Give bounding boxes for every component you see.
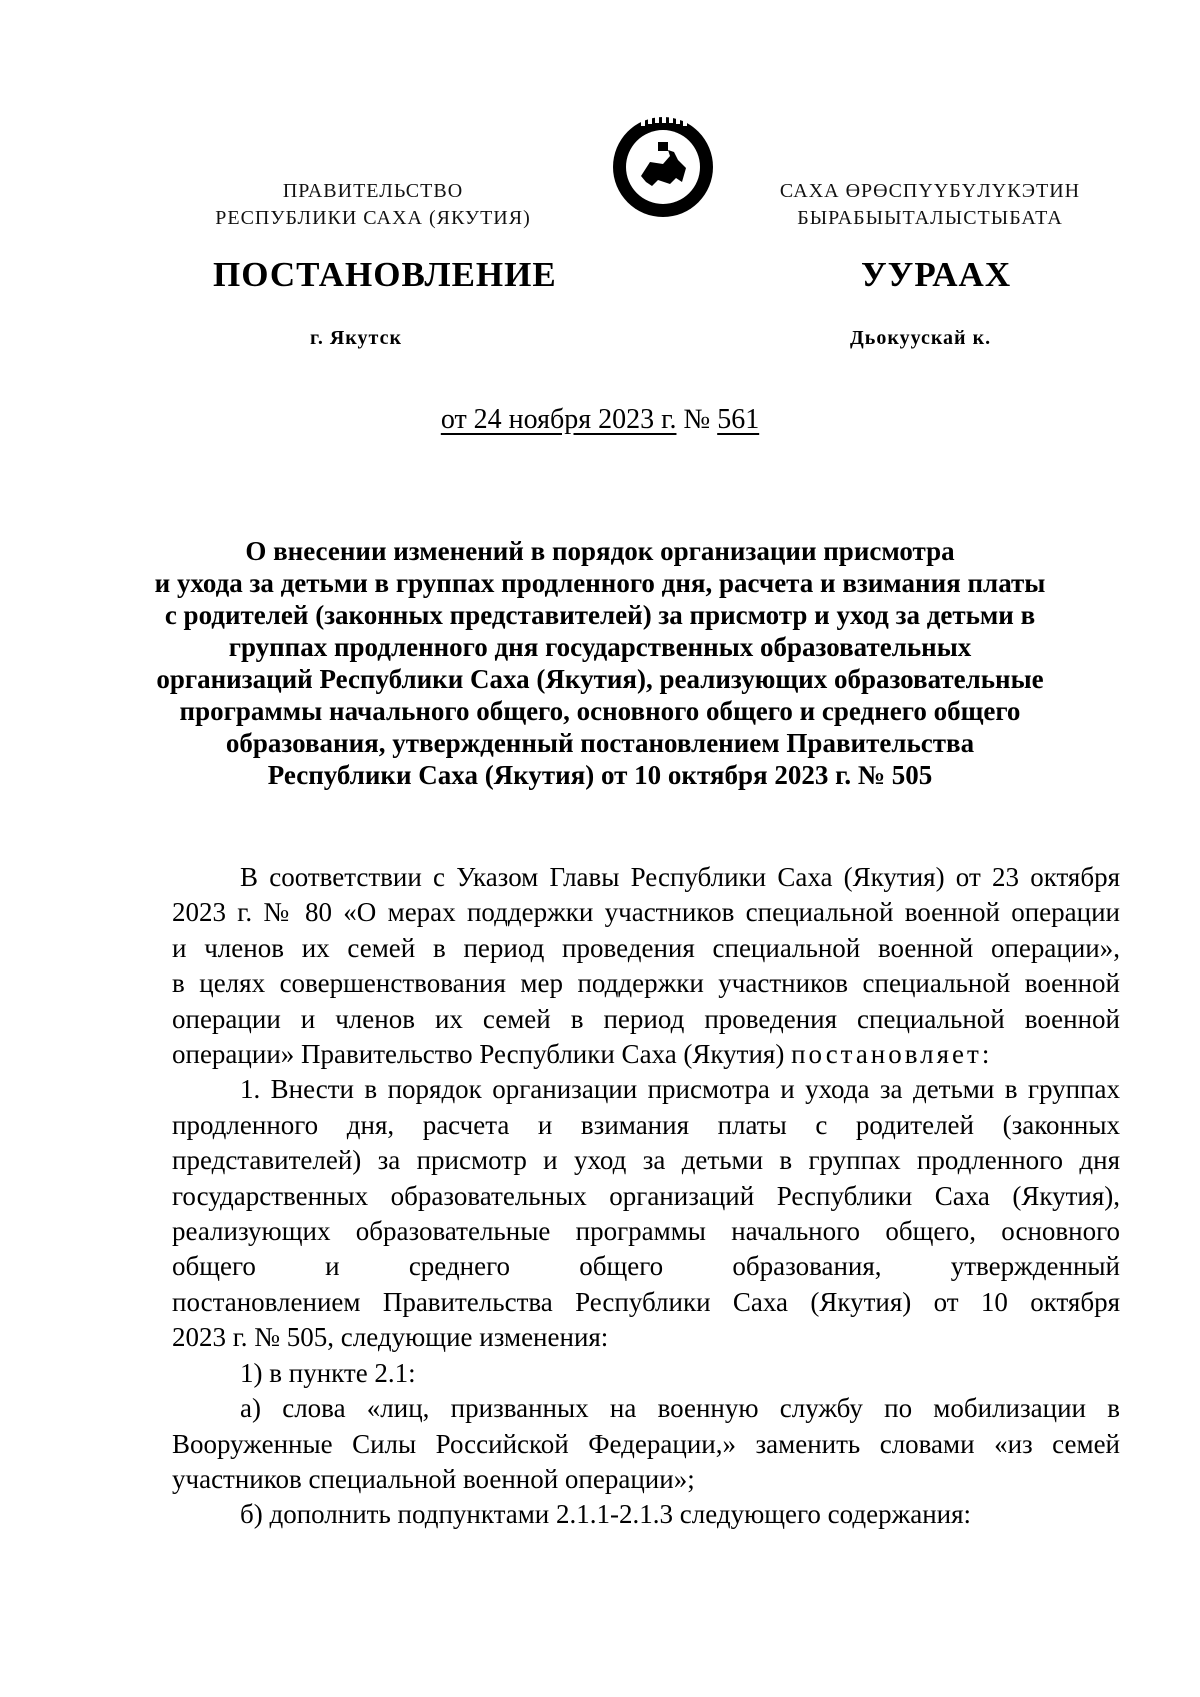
- header-org-ru: [163, 178, 583, 232]
- body-line: операции и членов их семей в период проведения специальной военной: [172, 1003, 1120, 1034]
- document-type-sakha: УУРААХ: [861, 255, 1012, 294]
- header-org-sakha: [720, 178, 1140, 232]
- city-sakha: Дьокуускай к.: [850, 327, 992, 349]
- body-line: 2023 г. № 505, следующие изменения:: [172, 1322, 609, 1353]
- paragraph-subitem-1: [172, 1356, 1120, 1391]
- body-line: В соответствии с Указом Главы Республики Саха (Якутия) от 23 октября: [240, 862, 1120, 892]
- subject-line: и ухода за детьми в группах продленного дня, расчета и взимания платы: [154, 568, 1046, 598]
- city-ru: г. Якутск: [310, 327, 402, 349]
- decree-number: 561: [717, 404, 760, 435]
- decree-number-sign: №: [683, 404, 711, 435]
- subject-line: О внесении изменений в порядок организации присмотра: [245, 536, 955, 566]
- header-org-sakha-line-1: САХА ӨРӨСПҮҮБҮЛҮКЭТИН: [779, 180, 1081, 202]
- body-line: в целях совершенствования мер поддержки участников специальной военной: [172, 968, 1120, 999]
- body-line: общего и среднего общего образования, утвержденный: [172, 1251, 1120, 1282]
- subject-line: организаций Республики Саха (Якутия), реализующих образовательные: [156, 664, 1044, 694]
- body-line: 1. Внести в порядок организации присмотра и ухода за детьми в группах: [240, 1074, 1120, 1105]
- body-line: реализующих образовательные программы начального общего, основного: [172, 1216, 1120, 1247]
- body-line: а) слова «лиц, призванных на военную службу по мобилизации в: [240, 1393, 1120, 1424]
- body-line: Вооруженные Силы Российской Федерации,» заменить словами «из семей: [172, 1428, 1120, 1459]
- body-line: и членов их семей в период проведения специальной военной операции»,: [172, 932, 1120, 963]
- body-line: постановлением Правительства Республики Саха (Якутия) от 10 октября: [172, 1286, 1120, 1317]
- body-line: представителей) за присмотр и уход за детьми в группах продленного дня: [172, 1145, 1120, 1176]
- coat-of-arms-icon: [608, 112, 718, 222]
- decree-date: от 24 ноября 2023 г.: [440, 404, 677, 435]
- body-line: продленного дня, расчета и взимания платы с родителей (законных: [172, 1109, 1120, 1140]
- decree-date-number: [0, 404, 1200, 436]
- paragraph-item-1: [172, 1072, 1120, 1355]
- subject-line: Республики Саха (Якутия) от 10 октября 2023 г. № 505: [267, 760, 933, 790]
- body-line: 2023 г. № 80 «О мерах поддержки участников специальной военной операции: [172, 897, 1120, 928]
- body-line: [172, 1037, 1120, 1072]
- body-line: государственных образовательных организаций Республики Саха (Якутия),: [172, 1180, 1120, 1211]
- resolves-word: постановляет:: [791, 1039, 993, 1070]
- paragraph-subitem-a: [172, 1391, 1120, 1497]
- body-line: участников специальной военной операции»;: [172, 1463, 695, 1494]
- subject-line: программы начального общего, основного общего и среднего общего: [179, 696, 1021, 726]
- subject-line: группах продленного дня государственных образовательных: [228, 632, 972, 662]
- header-org-ru-line-2: РЕСПУБЛИКИ САХА (ЯКУТИЯ): [215, 207, 531, 229]
- body-text: операции» Правительство Республики Саха (Якутия): [172, 1039, 785, 1070]
- subject-line: образования, утвержденный постановлением Правительства: [225, 728, 975, 758]
- header-org-ru-line-1: ПРАВИТЕЛЬСТВО: [282, 180, 464, 202]
- paragraph-subitem-b: [172, 1497, 1120, 1532]
- subject-line: с родителей (законных представителей) за присмотр и уход за детьми в: [164, 600, 1036, 630]
- paragraph-preamble: [172, 860, 1120, 1072]
- document-subject: [150, 535, 1050, 791]
- document-type-ru: ПОСТАНОВЛЕНИЕ: [213, 255, 557, 294]
- document-body: [172, 860, 1120, 1533]
- body-line: б) дополнить подпунктами 2.1.1-2.1.3 следующего содержания:: [240, 1499, 972, 1530]
- body-line: 1) в пункте 2.1:: [240, 1357, 416, 1388]
- header-org-sakha-line-2: БЫРАБЫЫТАЛЫСТЫБАТА: [797, 207, 1063, 229]
